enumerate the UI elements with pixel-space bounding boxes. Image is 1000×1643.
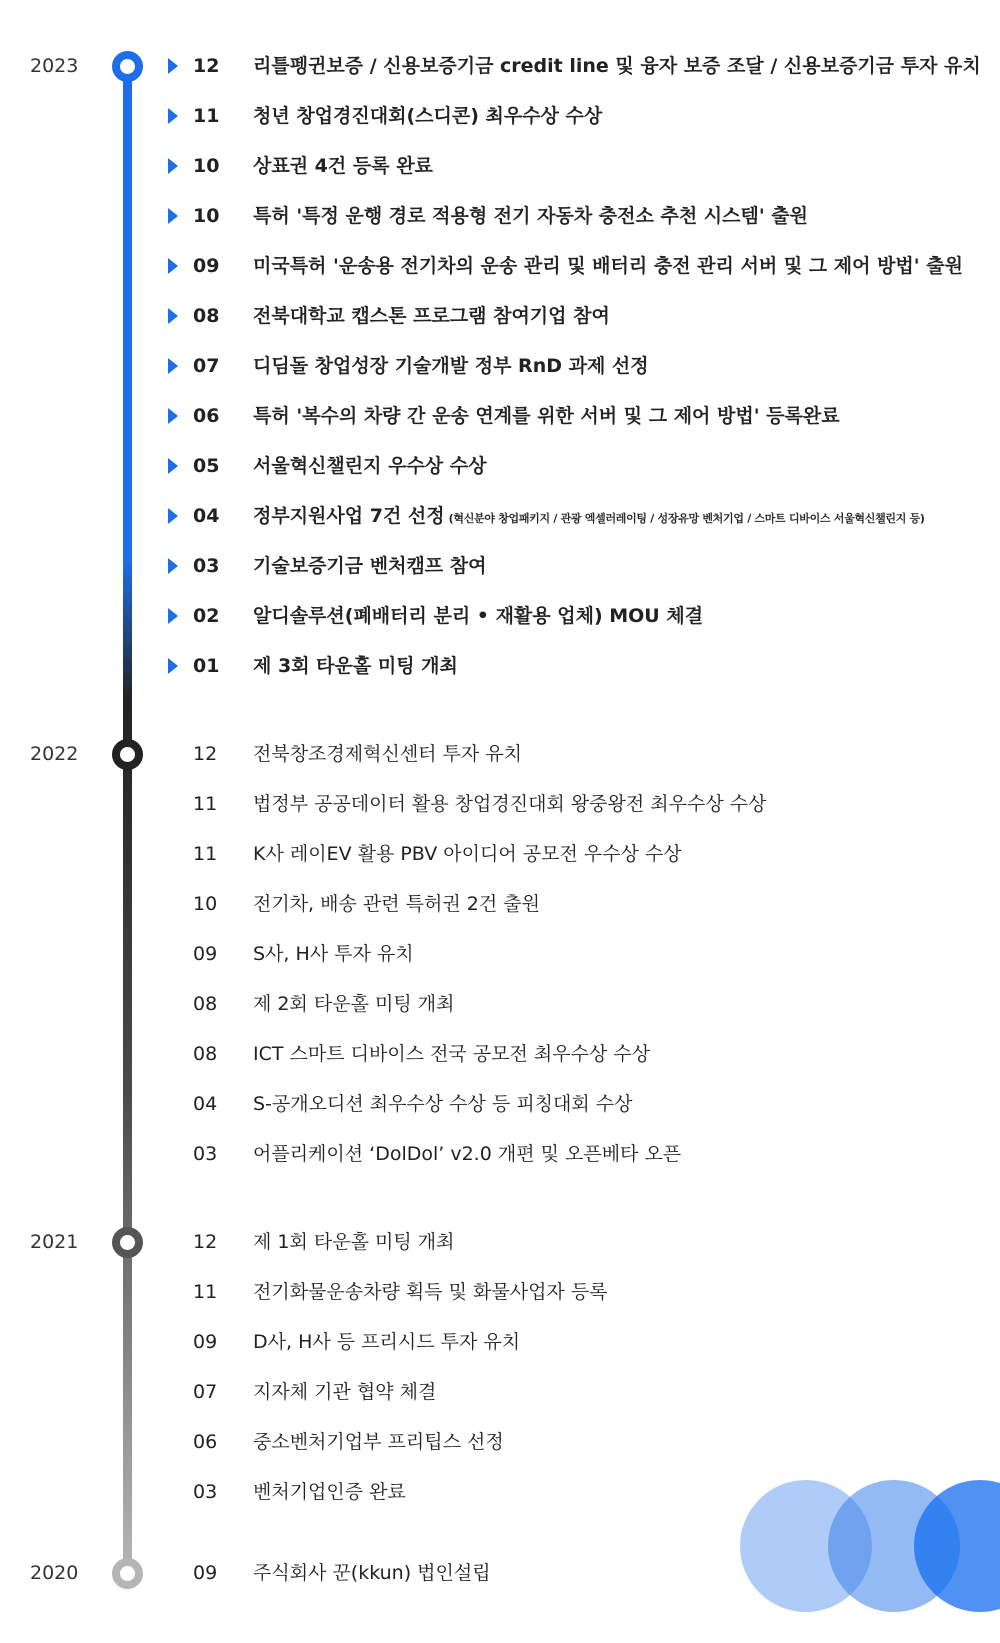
entry-month: 09 — [193, 943, 218, 965]
entry-text — [253, 552, 486, 580]
timeline-entry — [160, 1040, 980, 1068]
timeline-entry — [160, 1378, 980, 1406]
arrow-right-icon — [168, 308, 178, 324]
entry-text-main: 전기차, 배송 관련 특허권 2건 출원 — [253, 893, 540, 915]
timeline-entry — [160, 552, 980, 580]
entry-text-main: 전북대학교 캡스톤 프로그램 참여기업 참여 — [253, 305, 610, 327]
timeline-entry — [160, 790, 980, 818]
arrow-right-icon — [168, 208, 178, 224]
timeline-line-2023 — [123, 66, 132, 700]
entry-text-main: 디딤돌 창업성장 기술개발 정부 RnD 과제 선정 — [253, 355, 649, 377]
timeline-line-2022-2020 — [123, 700, 132, 1568]
entry-text-main: 제 2회 타운홀 미팅 개최 — [253, 993, 455, 1015]
arrow-right-icon — [168, 458, 178, 474]
entry-text — [253, 990, 454, 1018]
timeline-entry — [160, 152, 980, 180]
entry-text — [253, 1228, 454, 1256]
entry-month: 09 — [193, 1562, 218, 1584]
year-node-2023 — [112, 51, 143, 82]
entry-month: 08 — [193, 993, 218, 1015]
arrow-right-icon — [168, 408, 178, 424]
entry-text-main: 법정부 공공데이터 활용 창업경진대회 왕중왕전 최우수상 수상 — [253, 793, 767, 815]
entry-text-main: 중소벤처기업부 프리팁스 선정 — [253, 1431, 504, 1453]
year-label: 2023 — [30, 55, 79, 77]
entry-month: 10 — [193, 205, 220, 227]
timeline-entry — [160, 202, 980, 230]
timeline-entry — [160, 1140, 980, 1168]
timeline-entry — [160, 352, 980, 380]
arrow-right-icon — [168, 608, 178, 624]
entry-text-main: 벤처기업인증 완료 — [253, 1481, 406, 1503]
entry-text — [253, 302, 610, 330]
entry-month: 07 — [193, 355, 220, 377]
entry-text — [253, 1478, 406, 1506]
entry-month: 07 — [193, 1381, 218, 1403]
entry-text — [253, 52, 981, 80]
entry-text — [253, 102, 602, 130]
entry-text-main: 정부지원사업 7건 선정 — [253, 505, 445, 527]
arrow-right-icon — [168, 58, 178, 74]
entry-text-main: 전기화물운송차량 획득 및 화물사업자 등록 — [253, 1281, 608, 1303]
entry-text-main: 특허 '복수의 차량 간 운송 연계를 위한 서버 및 그 제어 방법' 등록완료 — [253, 405, 840, 427]
arrow-right-icon — [168, 108, 178, 124]
entry-text-main: 전북창조경제혁신센터 투자 유치 — [253, 743, 523, 765]
entry-text — [253, 202, 808, 230]
entry-text — [253, 1328, 520, 1356]
timeline-entry — [160, 1428, 980, 1456]
entry-month: 12 — [193, 1231, 218, 1253]
arrow-right-icon — [168, 258, 178, 274]
entry-text-main: 지자체 기관 협약 체결 — [253, 1381, 437, 1403]
entry-month: 01 — [193, 655, 220, 677]
entry-text-main: 제 1회 타운홀 미팅 개최 — [253, 1231, 455, 1253]
entry-month: 10 — [193, 155, 220, 177]
timeline-entry — [160, 302, 980, 330]
timeline-entry — [160, 740, 980, 768]
entry-month: 09 — [193, 255, 220, 277]
entry-month: 03 — [193, 1481, 218, 1503]
entry-month: 04 — [193, 1093, 218, 1115]
arrow-right-icon — [168, 508, 178, 524]
timeline-entry — [160, 502, 980, 530]
entry-text — [253, 740, 522, 768]
timeline-entry — [160, 402, 980, 430]
entry-text — [253, 652, 458, 680]
entry-text — [253, 1378, 436, 1406]
entry-month: 09 — [193, 1331, 218, 1353]
entry-text-main: 알디솔루션(폐배터리 분리 • 재활용 업체) MOU 체결 — [253, 605, 704, 627]
entry-text — [253, 402, 840, 430]
entry-month: 06 — [193, 1431, 218, 1453]
timeline-entry — [160, 1228, 980, 1256]
entry-text — [253, 1040, 650, 1068]
timeline-entry — [160, 452, 980, 480]
entry-text — [253, 352, 649, 380]
year-label: 2020 — [30, 1562, 79, 1584]
entry-text-main: 제 3회 타운홀 미팅 개최 — [253, 655, 458, 677]
entry-text-main: D사, H사 등 프리시드 투자 유치 — [253, 1331, 521, 1353]
entry-month: 03 — [193, 555, 220, 577]
entry-text-main: 특허 '특정 운행 경로 적용형 전기 자동차 충전소 추천 시스템' 출원 — [253, 205, 808, 227]
timeline-entry — [160, 1328, 980, 1356]
entry-month: 11 — [193, 1281, 218, 1303]
year-node-2020 — [112, 1558, 143, 1589]
timeline-entry — [160, 840, 980, 868]
arrow-right-icon — [168, 358, 178, 374]
year-label: 2022 — [30, 743, 79, 765]
year-node-2022 — [112, 739, 143, 770]
entry-text-main: 상표권 4건 등록 완료 — [253, 155, 433, 177]
entry-text — [253, 252, 963, 280]
entry-month: 11 — [193, 793, 218, 815]
timeline-entry — [160, 990, 980, 1018]
entry-text — [253, 940, 414, 968]
timeline-entry — [160, 1090, 980, 1118]
entry-text — [253, 1428, 504, 1456]
entry-text — [253, 890, 540, 918]
entry-text — [253, 840, 682, 868]
entry-text — [253, 790, 766, 818]
timeline-entry — [160, 102, 980, 130]
entry-text — [253, 502, 925, 533]
timeline-entry — [160, 940, 980, 968]
entry-month: 11 — [193, 105, 220, 127]
entry-text-main: 어플리케이션 ‘DolDol’ v2.0 개편 및 오픈베타 오픈 — [253, 1143, 682, 1165]
entry-text — [253, 602, 703, 630]
entry-text-main: 서울혁신챌린지 우수상 수상 — [253, 455, 487, 477]
entry-text — [253, 1559, 491, 1587]
entry-month: 12 — [193, 55, 220, 77]
entry-text-main: 청년 창업경진대회(스디콘) 최우수상 수상 — [253, 105, 603, 127]
year-label: 2021 — [30, 1231, 79, 1253]
entry-month: 03 — [193, 1143, 218, 1165]
entry-month: 12 — [193, 743, 218, 765]
entry-text-main: 리틀펭귄보증 / 신용보증기금 credit line 및 융자 보증 조달 / 신용보증기금 투자 유치 — [253, 55, 981, 77]
entry-month: 02 — [193, 605, 220, 627]
entry-note: (혁신분야 창업패키지 / 관광 엑셀러레이팅 / 성장유망 벤처기업 / 스마트 디바이스 서울혁신챌린지 등) — [448, 512, 925, 525]
entry-month: 10 — [193, 893, 218, 915]
entry-text — [253, 1278, 608, 1306]
entry-text-main: K사 레이EV 활용 PBV 아이디어 공모전 우수상 수상 — [253, 843, 682, 865]
timeline-entry — [160, 52, 980, 80]
timeline-entry — [160, 252, 980, 280]
year-node-2021 — [112, 1227, 143, 1258]
entry-text-main: ICT 스마트 디바이스 전국 공모전 최우수상 수상 — [253, 1043, 651, 1065]
entry-month: 06 — [193, 405, 220, 427]
arrow-right-icon — [168, 158, 178, 174]
timeline-entry — [160, 890, 980, 918]
timeline-entry — [160, 1278, 980, 1306]
entry-text — [253, 1090, 633, 1118]
arrow-right-icon — [168, 558, 178, 574]
entry-text-main: 주식회사 꾼(kkun) 법인설립 — [253, 1562, 491, 1584]
entry-text-main: 미국특허 '운송용 전기차의 운송 관리 및 배터리 충전 관리 서버 및 그 제어 방법' 출원 — [253, 255, 963, 277]
entry-text — [253, 152, 433, 180]
entry-text-main: S-공개오디션 최우수상 수상 등 피칭대회 수상 — [253, 1093, 633, 1115]
entry-month: 08 — [193, 305, 220, 327]
arrow-right-icon — [168, 658, 178, 674]
timeline-entry — [160, 652, 980, 680]
entry-text-main: 기술보증기금 벤처캠프 참여 — [253, 555, 487, 577]
entry-month: 04 — [193, 505, 220, 527]
entry-month: 11 — [193, 843, 218, 865]
entry-month: 08 — [193, 1043, 218, 1065]
timeline-entry — [160, 602, 980, 630]
entry-text — [253, 452, 486, 480]
entry-text-main: S사, H사 투자 유치 — [253, 943, 414, 965]
entry-text — [253, 1140, 681, 1168]
entry-month: 05 — [193, 455, 220, 477]
